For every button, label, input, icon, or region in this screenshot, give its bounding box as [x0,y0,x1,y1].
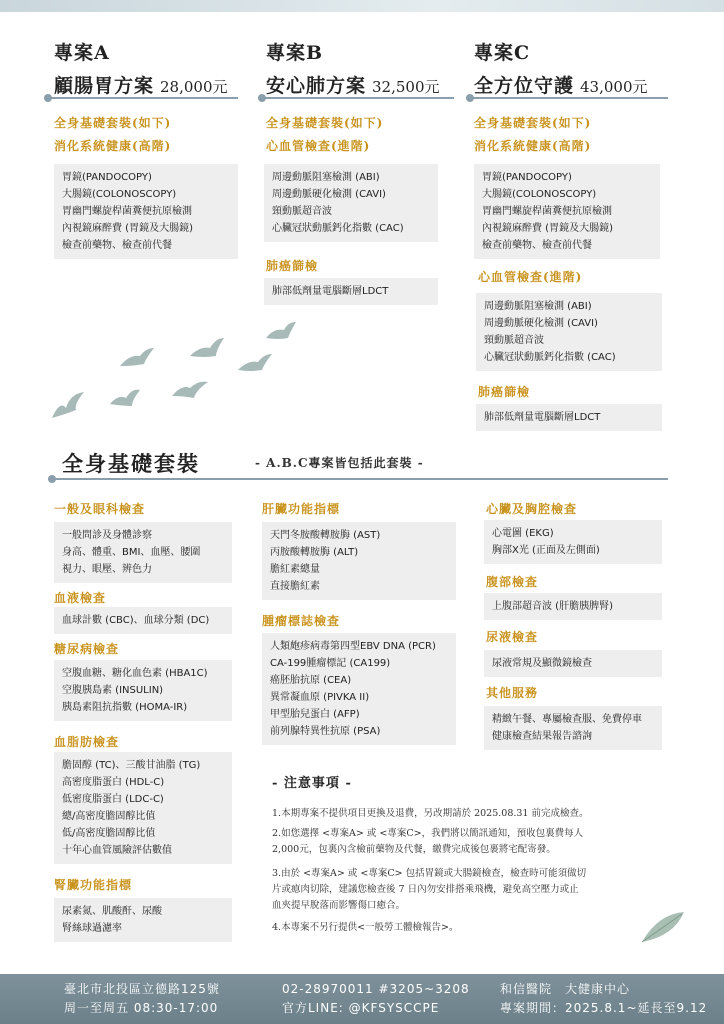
note-4: 4.本專案不另行提供<一般勞工體檢報告>。 [272,922,459,933]
list-item: 健康檢查結果報告諮詢 [492,731,592,742]
list-item: 十年心血管風險評估數值 [62,845,172,856]
list-item: 心臟冠狀動脈鈣化指數 (CAC) [484,352,616,363]
list-item: 低/高密度膽固醇比值 [62,828,156,839]
abdomen-test-list [484,593,662,620]
plan-c-header [474,38,674,98]
general-exam-title: 一般及眼科檢查 [54,502,146,516]
plan-c-section-cardio: 心血管檢查(進階) [478,270,583,284]
footer-hours: 周一至周五 08:30-17:00 [64,1001,219,1015]
plan-c-price: 43,000元 [580,78,648,96]
plan-a-subtitle-text: 顧腸胃方案 [54,75,155,97]
list-item: 視力、眼壓、辨色力 [62,564,152,575]
plan-b-subtitle [266,71,466,98]
abdomen-test-title: 腹部檢查 [486,575,539,589]
list-item: 胃幽門螺旋桿菌糞便抗原檢測 [62,206,192,217]
list-item: 心臟冠狀動脈鈣化指數 (CAC) [272,223,404,234]
bird-shape [172,382,208,398]
plan-b-subtitle-text: 安心肺方案 [266,75,367,97]
top-decor-strip [0,0,724,12]
liver-test-title: 肝臟功能指標 [262,502,341,516]
note-2-line-2: 2,000元，包裏內含檢前藥物及代餐，繳費完成後包裹將宅配寄發。 [272,844,556,855]
list-item: 心電圖 (EKG) [492,528,554,539]
plan-a-base-label: 全身基礎套裝(如下) [54,116,172,130]
plan-b-section-lung: 肺癌篩檢 [266,259,319,273]
list-item: 肺部低劑量電腦斷層LDCT [272,286,389,297]
list-item: 膽固醇 (TC)、三酸甘油脂 (TG) [62,760,201,771]
plan-a-rule [44,97,238,99]
list-item: 頸動脈超音波 [272,206,332,217]
other-services-title: 其他服務 [486,686,539,700]
list-item: 甲型胎兒蛋白 (AFP) [270,709,360,720]
plan-b-header [266,38,466,98]
tumor-marker-title: 腫瘤標誌檢查 [262,614,341,628]
bird-shape [266,322,296,339]
list-item: 周邊動脈硬化檢測 (CAVI) [272,189,386,200]
list-item: 肺部低劑量電腦斷層LDCT [484,412,601,423]
leaf-icon [638,908,688,948]
list-item: 周邊動脈硬化檢測 (CAVI) [484,318,598,329]
footer-location [64,980,220,1018]
list-item: 癌胚胎抗原 (CEA) [270,675,352,686]
list-item: 前列腺特異性抗原 (PSA) [270,726,381,737]
note-3-line-2: 片或瘜肉切除，建議您檢查後 7 日內勿安排搭乘飛機，避免高空壓力或止 [272,884,579,895]
list-item: 胃鏡(PANDOCOPY) [482,172,572,183]
list-item: 周邊動脈阻塞檢測 (ABI) [484,301,592,312]
blood-test-title: 血液檢查 [54,591,107,605]
bird-shape [52,392,84,418]
kidney-test-title: 腎臟功能指標 [54,878,133,892]
tumor-marker-list [262,633,456,745]
bird-shape [110,390,140,406]
heart-chest-title: 心臟及胸腔檢查 [486,502,578,516]
urine-test-title: 尿液檢查 [486,630,539,644]
list-item: 大腸鏡(COLONOSCOPY) [62,189,177,200]
note-3-line-3: 血夾提早脫落而影響傷口癒合。 [272,900,406,911]
diabetes-test-title: 糖尿病檢查 [54,642,120,656]
note-3-line-1: 3.由於 <專案A> 或 <專案C> 包括胃鏡或大腸鏡檢查，檢查時可能須做切 [272,868,587,879]
list-item: 胸部X光 (正面及左側面) [492,545,600,556]
plan-b-base-label: 全身基礎套裝(如下) [266,116,384,130]
lipid-test-list [54,752,232,864]
plan-a-header [54,38,254,98]
list-item: 異常凝血原 (PIVKA II) [270,692,370,703]
plan-b-section-cardio: 心血管檢查(進階) [266,139,371,153]
basic-package-title: 全身基礎套裝 [62,451,200,476]
note-2-line-1: 2.如您選擇 <專案A> 或 <專案C>，我們將以簡訊通知，預收包裏費每人 [272,828,584,839]
plan-a-name: 專案A [54,42,110,64]
list-item: 周邊動脈阻塞檢測 (ABI) [272,172,380,183]
list-item: 高密度脂蛋白 (HDL-C) [62,777,165,788]
list-item: 內視鏡麻醉費 (胃鏡及大腸鏡) [62,223,193,234]
plan-c-subtitle-text: 全方位守護 [474,75,575,97]
plan-a-digestive-list [54,164,238,259]
list-item: 檢查前藥物、檢查前代餐 [482,240,592,251]
plan-c-base-label: 全身基礎套裝(如下) [474,116,592,130]
list-item: 血球計數 (CBC)、血球分類 (DC) [62,615,210,626]
list-item: 人類皰疹病毒第四型EBV DNA (PCR) [270,641,436,652]
list-item: 總/高密度膽固醇比值 [62,811,156,822]
footer-org-name: 和信醫院 大健康中心 [500,982,631,996]
list-item: 尿液常規及顯微鏡檢查 [492,658,592,669]
basic-package-note: - A.B.C專案皆包括此套裝 - [255,456,424,470]
urine-test-list [484,650,662,677]
general-exam-list [54,522,232,583]
footer-org [500,980,707,1018]
list-item: 空腹胰島素 (INSULIN) [62,685,164,696]
list-item: 天門冬胺酸轉胺脢 (AST) [270,530,381,541]
plan-b-name: 專案B [266,42,324,64]
footer-period: 專案期間：2025.8.1~延長至9.12 [500,1001,708,1015]
plan-a-section-digestive: 消化系統健康(高階) [54,139,172,153]
list-item: 頸動脈超音波 [484,335,544,346]
bird-shape [238,354,272,371]
plan-b-cardio-list [264,164,438,242]
note-1: 1.本期專案不提供項目更換及退費，另改期請於 2025.08.31 前完成檢查。 [272,808,589,819]
list-item: 胃鏡(PANDOCOPY) [62,172,152,183]
bird-shape [190,338,224,357]
plan-c-rule [466,97,668,99]
plan-b-lung-list [264,278,438,305]
list-item: CA-199腫瘤標記 (CA199) [270,658,391,669]
blood-test-list [54,607,232,634]
plan-c-lung-list [476,404,662,431]
other-services-list [484,706,662,750]
heart-chest-list [484,520,662,564]
list-item: 上腹部超音波 (肝膽胰脾腎) [492,601,613,612]
list-item: 一般問診及身體診察 [62,530,152,541]
list-item: 尿素氮、肌酸酐、尿酸 [62,906,162,917]
plan-c-section-lung: 肺癌篩檢 [478,385,531,399]
footer-phone[interactable]: 02-28970011 #3205~3208 [282,982,470,996]
plan-c-cardio-list [476,293,662,371]
list-item: 大腸鏡(COLONOSCOPY) [482,189,597,200]
liver-test-list [262,522,456,600]
list-item: 胰島素阻抗指數 (HOMA-IR) [62,702,188,713]
lipid-test-title: 血脂肪檢查 [54,735,120,749]
list-item: 胃幽門螺旋桿菌糞便抗原檢測 [482,206,612,217]
basic-package-rule [48,478,668,480]
list-item: 空腹血糖、糖化血色素 (HBA1C) [62,668,208,679]
kidney-test-list [54,898,232,942]
plan-c-name: 專案C [474,42,531,64]
list-item: 檢查前藥物、檢查前代餐 [62,240,172,251]
plan-b-rule [258,97,454,99]
bird-shape [120,348,154,366]
notes-title: - 注意事項 - [272,776,352,791]
plan-a-price: 28,000元 [160,78,228,96]
list-item: 低密度脂蛋白 (LDC-C) [62,794,164,805]
plan-c-section-digestive: 消化系統健康(高階) [474,139,592,153]
list-item: 精緻午餐、專屬檢查服、免費停車 [492,714,642,725]
list-item: 膽紅素總量 [270,564,320,575]
list-item: 腎絲球過濾率 [62,923,122,934]
plan-c-subtitle [474,71,674,98]
list-item: 丙胺酸轉胺脢 (ALT) [270,547,359,558]
list-item: 直接膽紅素 [270,581,320,592]
list-item: 身高、體重、BMI、血壓、腰圍 [62,547,201,558]
footer-address: 臺北市北投區立德路125號 [64,982,220,996]
footer-line-id[interactable]: 官方LINE: @KFSYSCCPE [282,1001,440,1015]
plan-a-subtitle [54,71,254,98]
list-item: 內視鏡麻醉費 (胃鏡及大腸鏡) [482,223,613,234]
footer [0,974,724,1024]
birds-illustration [40,318,300,428]
plan-b-price: 32,500元 [372,78,440,96]
plan-c-digestive-list [474,164,660,259]
diabetes-test-list [54,660,232,721]
footer-contact [282,980,470,1018]
